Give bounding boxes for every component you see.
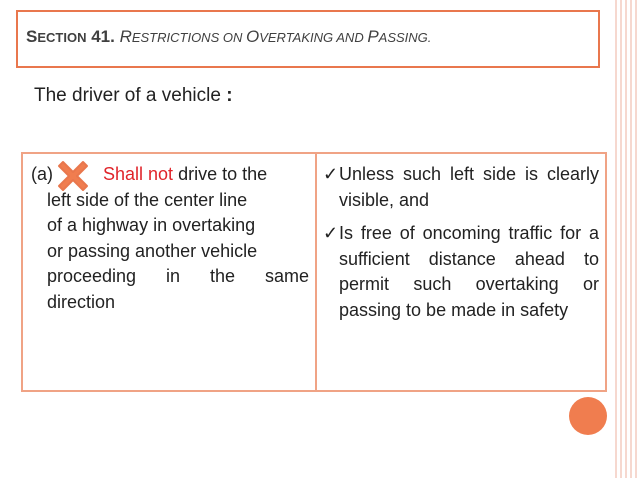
prohibited-text: Shall not (103, 164, 174, 184)
right-cell (323, 162, 599, 323)
item-marker: (a) (31, 164, 53, 184)
condition-item-2: ✓ Is free of oncoming traffic for a sufficient distance ahead to permit such overtaking or passing to be made in safety (323, 223, 599, 320)
checkmark-icon: ✓ (323, 164, 339, 184)
left-line-6: direction (47, 291, 116, 312)
left-line-5: proceeding in the same (47, 266, 309, 286)
left-line-4: or passing another vehicle (47, 240, 258, 261)
left-line-3: of a highway in overtaking (47, 215, 256, 235)
table-divider (315, 154, 317, 390)
intro-text: The driver of a vehicle : (34, 85, 233, 106)
cross-icon (56, 159, 90, 193)
left-line-2: left side of the center line (47, 189, 248, 210)
slide-title: SECTION 41. RESTRICTIONS ON OVERTAKING AND PASSING. (26, 27, 432, 46)
decorative-stripes (612, 0, 638, 478)
checkmark-icon: ✓ (323, 223, 339, 243)
condition-item-1: ✓ Unless such left side is clearly visible, and (323, 164, 599, 210)
rules-table (21, 152, 607, 392)
decorative-dot (569, 397, 607, 435)
left-line-1: Shall not drive to the (103, 164, 268, 184)
title-box (16, 10, 600, 68)
